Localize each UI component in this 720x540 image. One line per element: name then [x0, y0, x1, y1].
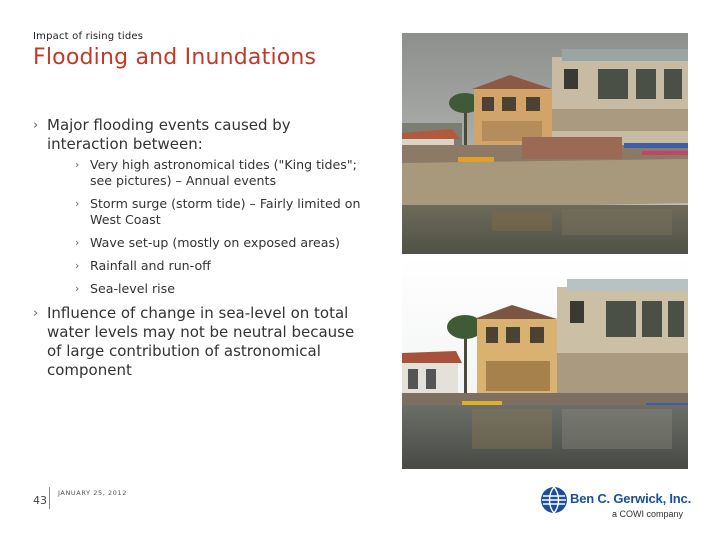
sub-bullet-text: Sea-level rise	[90, 281, 175, 296]
chevron-right-icon: ›	[75, 158, 80, 171]
company-logo	[540, 484, 700, 524]
footer-divider	[49, 487, 50, 509]
sub-bullet-text: Wave set-up (mostly on exposed areas)	[90, 235, 340, 250]
globe-logo-icon	[540, 486, 568, 514]
section-kicker: Impact of rising tides	[33, 31, 144, 42]
sub-bullet-item	[75, 258, 368, 274]
logo-tagline: a COWI company	[612, 509, 684, 519]
logo-company-name: Ben C. Gerwick, Inc.	[570, 491, 691, 506]
bullet-item	[33, 116, 368, 297]
chevron-right-icon: ›	[75, 197, 80, 210]
bullet-text: Major flooding events caused by interaction between:	[47, 116, 291, 153]
page-number: 43	[33, 494, 47, 507]
king-tide-photo-low	[402, 33, 688, 254]
sub-bullet-item	[75, 157, 368, 189]
sub-bullet-item	[75, 281, 368, 297]
chevron-right-icon: ›	[33, 118, 39, 133]
sub-bullet-list	[75, 157, 368, 297]
chevron-right-icon: ›	[75, 236, 80, 249]
sub-bullet-item	[75, 235, 368, 251]
sub-bullet-text: Storm surge (storm tide) – Fairly limited on West Coast	[90, 196, 361, 227]
bullet-text: Influence of change in sea-level on total water levels may not be neutral because of large contribution of astronomical component	[47, 304, 355, 379]
chevron-right-icon: ›	[33, 306, 39, 321]
footer-date: JANUARY 25, 2012	[58, 489, 127, 497]
sub-bullet-item	[75, 196, 368, 228]
slide-title: Flooding and Inundations	[33, 45, 317, 70]
chevron-right-icon: ›	[75, 259, 80, 272]
bullet-item	[33, 304, 368, 380]
king-tide-photo-high	[402, 257, 688, 469]
sub-bullet-text: Rainfall and run-off	[90, 258, 211, 273]
bullet-list	[33, 116, 368, 386]
sub-bullet-text: Very high astronomical tides ("King tides"; see pictures) – Annual events	[90, 157, 357, 188]
chevron-right-icon: ›	[75, 282, 80, 295]
